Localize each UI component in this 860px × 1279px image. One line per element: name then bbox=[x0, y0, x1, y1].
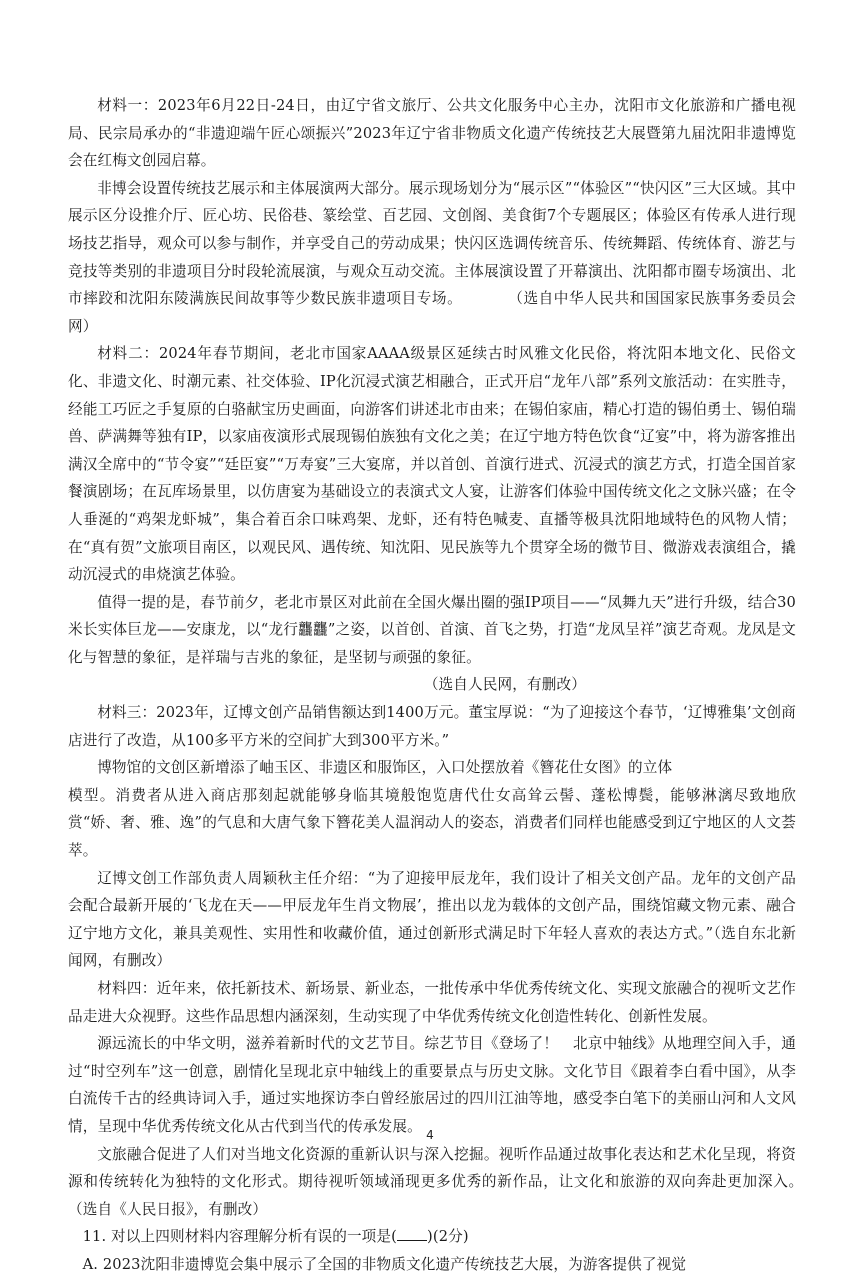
material-three-paragraph-2b: 模型。消费者从进入商店那刻起就能够身临其境般饱览唐代仕女高耸云髻、蓬松博鬓，能够淋漓尽致地欣赏“娇、奢、雅、逸”的气息和大唐气象下簪花美人温润动人的姿态，消费者们同样也能感受到辽宁地区的人文荟萃。 bbox=[68, 786, 796, 860]
material-two-paragraph-1: 材料二：2024年春节期间，老北市国家AAAA级景区延续古时风雅文化民俗，将沈阳本地文化、民俗文化、非遗文化、时潮元素、社交体验、IP化沉浸式演艺相融合，正式开启“龙年八部”系列文旅活动：在实胜寺，经能工巧匠之手复原的白骆献宝历史画面，向游客们讲述北市由来；在锡伯家庙，精心打造的锡伯勇士、锡伯瑞兽、萨满舞等独有IP，以家庙夜演形式展现锡伯族独有文化之美；在辽宁地方特色饮食“辽宴”中，将为游客推出满汉全席中的“节令宴”“廷臣宴”“万寿宴”三大宴席，并以首创、首演行进式、沉浸式的演艺方式，打造全国首家餐演剧场；在瓦库场景里，以仿唐宴为基础设立的表演式文人宴，让游客们体验中国传统文化之文脉兴盛；在令人垂涎的“鸡架龙虾城”，集合着百余口味鸡架、龙虾，还有特色喊麦、直播等极具沈阳地域特色的风物人情；在“真有贺”文旅项目南区，以观民风、遇传统、知沈阳、见民族等九个贯穿全场的微节目、微游戏表演组合，撬动沉浸式的串烧演艺体验。 bbox=[68, 345, 796, 584]
material-four-paragraph-2: 源远流长的中华文明，滋养着新时代的文艺节目。综艺节目《登场了！ 北京中轴线》从地理空间入手，通过“时空列车”这一创意，剧情化呈现北京中轴线上的重要景点与历史文脉。文化节目《跟着李白看中国》，从李白流传千古的经典诗词入手，通过实地探访李白曾经旅居过的四川江油等地，感受李白笔下的美丽山河和人文风情，呈现中华优秀传统文化从古代到当代的传承发展。 bbox=[68, 1035, 796, 1135]
material-two-paragraph-2: 值得一提的是，春节前夕，老北市景区对此前在全国火爆出圈的强IP项目——“凤舞九天”进行升级，结合30米长实体巨龙——安康龙，以“龙行龘龘”之姿，以首创、首演、首飞之势，打造“龙凤呈祥”演艺奇观。龙凤是文化与智慧的象征，是祥瑞与吉兆的象征，是坚韧与顽强的象征。 bbox=[68, 593, 796, 666]
material-four-paragraph-1: 材料四：近年来，依托新技术、新场景、新业态，一批传承中华优秀传统文化、实现文旅融合的视听文艺作品走进大众视野。这些作品思想内涵深刻，生动实现了中华优秀传统文化创造性转化、创新性发展。 bbox=[68, 980, 796, 1025]
material-one-paragraph-1: 材料一：2023年6月22日-24日，由辽宁省文旅厅、公共文化服务中心主办，沈阳市文化旅游和广播电视局、民宗局承办的“非遗迎端午匠心颂振兴”2023年辽宁省非物质文化遗产传统技艺大展暨第九届沈阳非遗博览会在红梅文创园启幕。 bbox=[68, 97, 796, 170]
material-two-source: （选自人民网，有删改） bbox=[423, 676, 586, 694]
material-four-paragraph-3: 文旅融合促进了人们对当地文化资源的重新认识与深入挖掘。视听作品通过故事化表达和艺术化呈现，将资源和传统转化为独特的文化形式。期待视听领域涌现更多优秀的新作品，让文化和旅游的双向奔赴更加深入。 （选自《人民日报》，有删改） bbox=[68, 1145, 855, 1218]
question-11 bbox=[68, 1223, 796, 1251]
reading-passage bbox=[68, 92, 855, 1279]
answer-blank[interactable] bbox=[397, 1224, 427, 1241]
option-a: A. 2023沈阳非遗博览会集中展示了全国的非物质文化遗产传统技艺大展，为游客提供了视觉 bbox=[82, 1255, 687, 1273]
material-three-paragraph-2a: 博物馆的文创区新增添了岫玉区、非遗区和服饰区，入口处摆放着《簪花仕女图》的立体 bbox=[97, 759, 673, 777]
material-one-paragraph-2: 非博会设置传统技艺展示和主体展演两大部分。展示现场划分为“展示区”“体验区”“快闪区”三大区域。其中展示区分设推介厅、匠心坊、民俗巷、篆绘堂、百艺园、文创阁、美食街7个专题展区；体验区有传承人进行现场技艺指导，观众可以参与制作，并享受自己的劳动成果；快闪区选调传统音乐、传统舞蹈、传统体育、游艺与竞技等类别的非遗项目分时段轮流展演，与观众互动交流。主体展演设置了开幕演出、沈阳都市圈专场演出、北市摔跤和沈阳东陵满族民间故事等少数民族非遗项目专场。 （选自中华人民共和国国家民族事务委员会网） bbox=[68, 179, 796, 335]
material-three-paragraph-1: 材料三：2023年，辽博文创产品销售额达到1400万元。董宝厚说：“为了迎接这个春节，‘辽博雅集’文创商店进行了改造，从100多平方米的空间扩大到300平方米。” bbox=[68, 704, 796, 749]
page-number: 4 bbox=[426, 1128, 434, 1142]
question-score: )(2分) bbox=[427, 1228, 469, 1246]
material-three-paragraph-3: 辽博文创工作部负责人周颖秋主任介绍：“为了迎接甲辰龙年，我们设计了相关文创产品。龙年的文创产品会配合最新开展的‘飞龙在天——甲辰龙年生肖文物展’，推出以龙为载体的文创产品，围绕馆藏文物元素、融合辽宁地方文化，兼具美观性、实用性和收藏价值，通过创新形式满足时下年轻人喜欢的表达方式。”（选自东北新闻网，有删改） bbox=[68, 869, 796, 970]
question-stem: 11. 对以上四则材料内容理解分析有误的一项是( bbox=[82, 1228, 398, 1246]
